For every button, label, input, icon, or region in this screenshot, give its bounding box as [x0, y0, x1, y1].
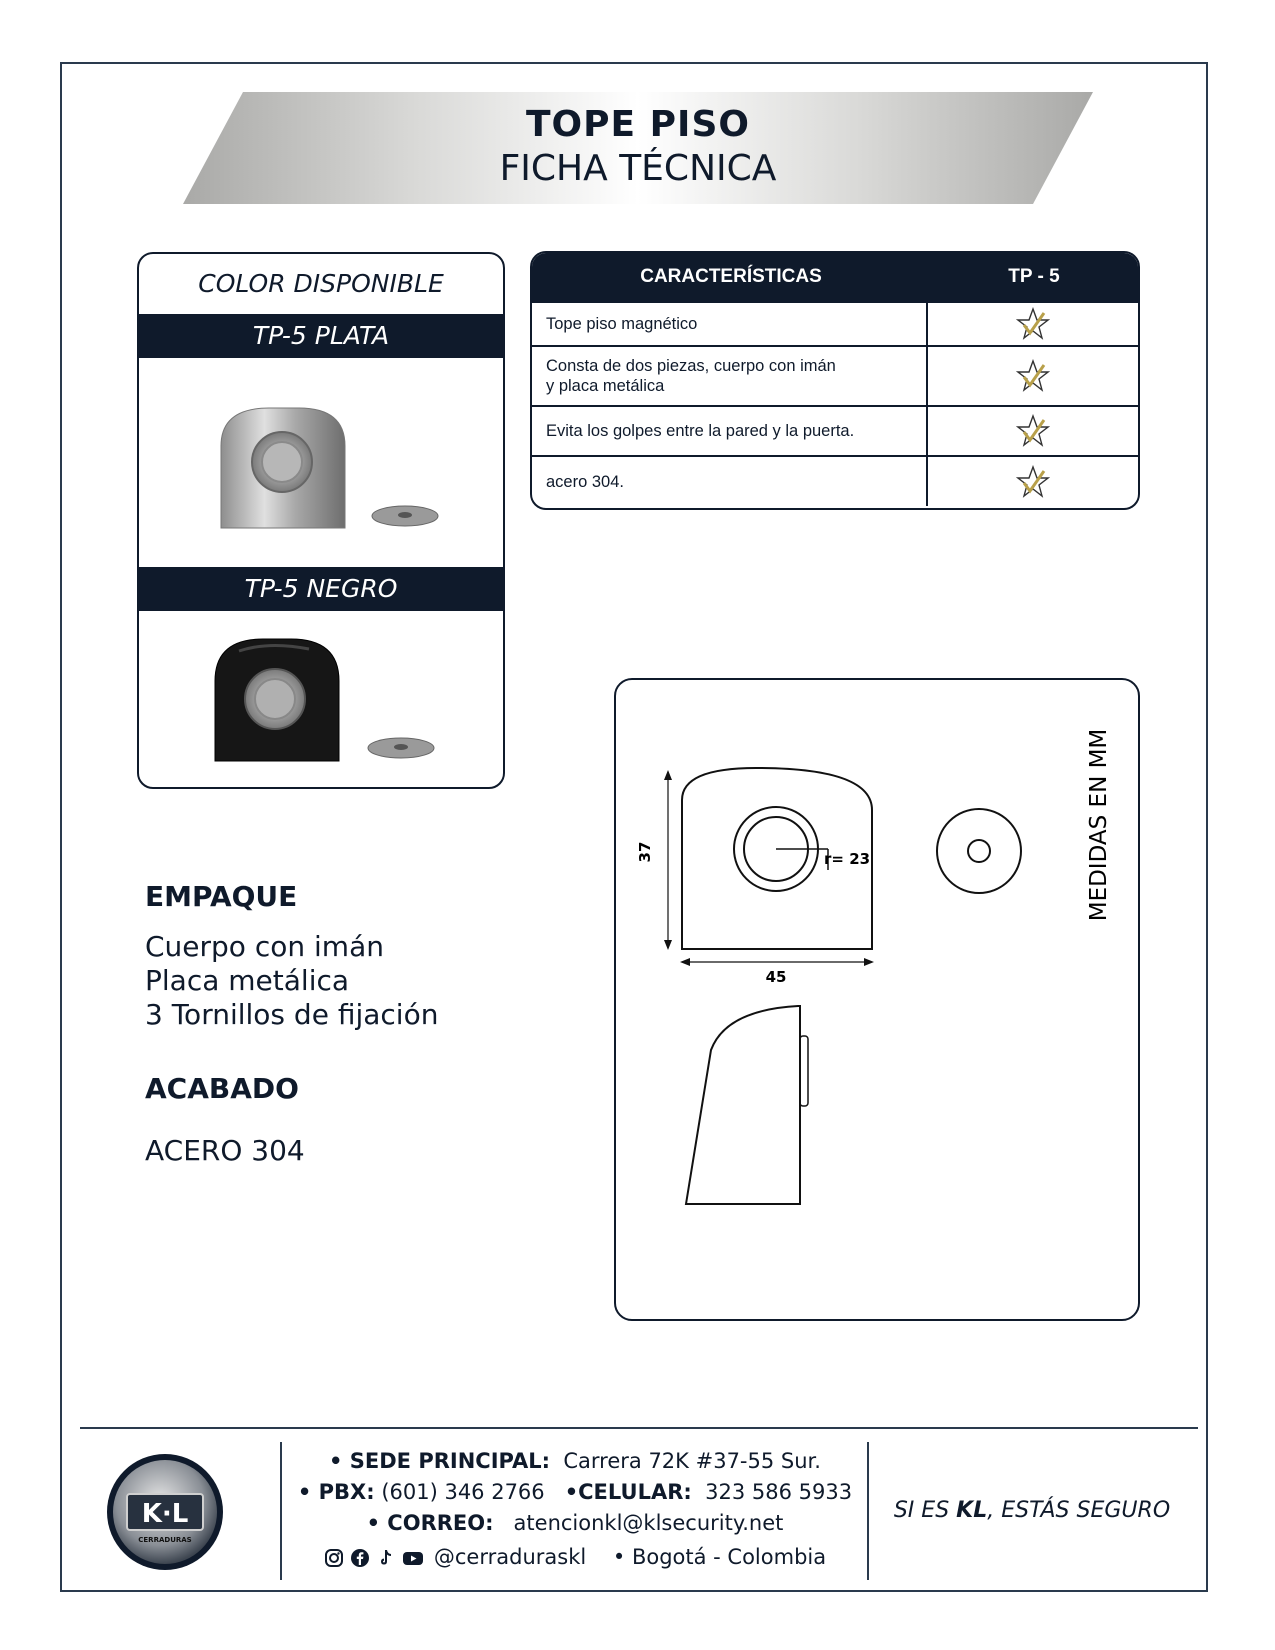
star-check-icon — [1016, 414, 1050, 448]
star-check-icon — [1016, 307, 1050, 341]
celular-label: •CELULAR: — [564, 1480, 692, 1504]
row-text: Evita los golpes entre la pared y la puerta. — [532, 407, 928, 455]
dimension-diagram — [614, 678, 1140, 1321]
footer-email — [285, 1511, 865, 1535]
radius-label: r= 23 — [824, 850, 871, 868]
row-text: Tope piso magnético — [532, 303, 928, 345]
header-caracteristicas: CARACTERÍSTICAS — [640, 266, 822, 287]
slogan-pre: SI ES — [893, 1498, 957, 1523]
logo-text: K·L — [141, 1499, 189, 1529]
table-row — [532, 345, 1138, 405]
units-label: MEDIDAS EN MM — [1086, 728, 1112, 922]
youtube-icon[interactable] — [402, 1548, 424, 1568]
footer-separator-left — [280, 1442, 282, 1580]
product-photo-plata — [139, 358, 503, 567]
correo-label: • CORREO: — [366, 1511, 494, 1535]
sede-value: Carrera 72K #37-55 Sur. — [563, 1449, 821, 1473]
empaque-title: EMPAQUE — [145, 880, 298, 913]
pbx-label: • PBX: — [297, 1480, 375, 1504]
table-row — [532, 455, 1138, 506]
color-panel — [137, 252, 505, 789]
slogan-post: , ESTÁS SEGURO — [987, 1498, 1171, 1523]
side-view-magnet — [800, 1036, 808, 1106]
table-row — [532, 405, 1138, 455]
footer-phones — [285, 1480, 865, 1504]
row-text-line2: y placa metálica — [546, 377, 665, 395]
footer-separator-right — [867, 1442, 869, 1580]
empaque-item: Cuerpo con imán — [145, 930, 384, 963]
star-check-icon — [1016, 465, 1050, 499]
acabado-value: ACERO 304 — [145, 1134, 305, 1167]
correo-value[interactable]: atencionkl@klsecurity.net — [513, 1511, 784, 1535]
footer-divider — [80, 1427, 1198, 1429]
company-logo — [105, 1452, 225, 1572]
slogan-brand: KL — [956, 1498, 988, 1523]
facebook-icon[interactable] — [350, 1548, 370, 1568]
acabado-title: ACABADO — [145, 1072, 299, 1105]
row-text: acero 304. — [532, 457, 928, 506]
color-heading: COLOR DISPONIBLE — [198, 269, 444, 298]
empaque-list — [145, 930, 438, 1032]
plate-hole-circle — [968, 840, 990, 862]
characteristics-table — [530, 251, 1140, 510]
table-row — [532, 301, 1138, 345]
celular-value: 323 586 5933 — [705, 1480, 853, 1504]
city-label: • Bogotá - Colombia — [612, 1545, 827, 1569]
row-text-line1: Consta de dos piezas, cuerpo con imán — [546, 357, 836, 375]
header-tp5: TP - 5 — [1008, 266, 1060, 287]
page-title: TOPE PISO — [526, 104, 750, 145]
width-label: 45 — [765, 968, 787, 986]
slogan — [872, 1498, 1192, 1523]
product-photo-negro — [139, 611, 503, 787]
empaque-item: Placa metálica — [145, 964, 350, 997]
table-header — [532, 253, 1138, 301]
tiktok-icon[interactable] — [376, 1548, 396, 1568]
row-text — [532, 347, 928, 405]
sede-label: • SEDE PRINCIPAL: — [329, 1449, 551, 1473]
height-label: 37 — [636, 841, 654, 863]
color-label-plata: TP-5 PLATA — [139, 314, 503, 358]
instagram-icon[interactable] — [324, 1548, 344, 1568]
pbx-value: (601) 346 2766 — [381, 1480, 545, 1504]
color-label-negro: TP-5 NEGRO — [139, 567, 503, 611]
footer-social — [285, 1545, 865, 1569]
plate-outer-circle — [937, 809, 1021, 893]
star-check-icon — [1016, 359, 1050, 393]
page-subtitle: FICHA TÉCNICA — [499, 148, 777, 189]
side-view-outline — [686, 1006, 800, 1204]
logo-subtext: CERRADURAS — [138, 1536, 192, 1544]
social-handle[interactable]: @cerraduraskl — [433, 1545, 587, 1569]
footer-sede — [285, 1449, 865, 1473]
empaque-item: 3 Tornillos de fijación — [145, 998, 439, 1031]
